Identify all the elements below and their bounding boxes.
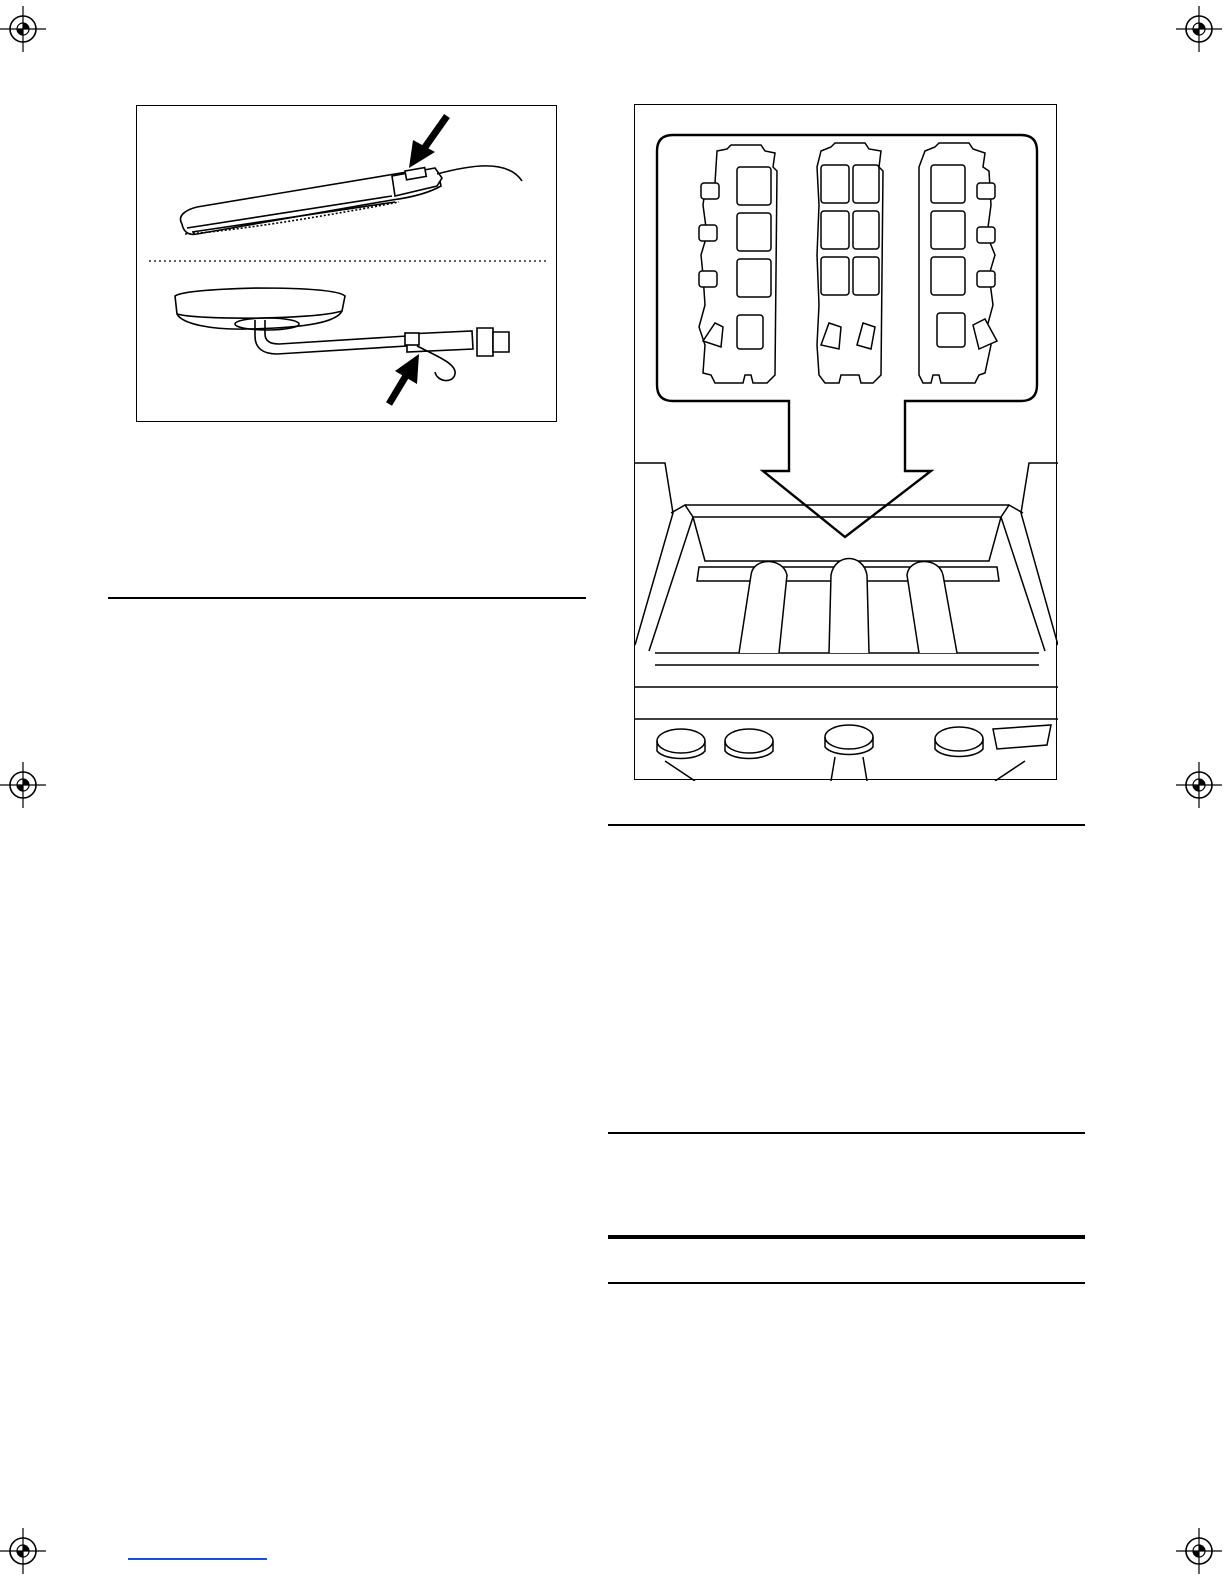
registration-mark-icon xyxy=(0,1528,46,1574)
section-divider xyxy=(108,597,586,599)
igniter-electrode-icon xyxy=(180,166,522,235)
igniter-figure xyxy=(136,105,557,422)
footer-link-underline[interactable] xyxy=(128,1558,267,1560)
grill-flavorizer-bars-illustration xyxy=(635,105,1058,781)
flavorizer-bar-right-icon xyxy=(919,143,997,383)
registration-mark-icon xyxy=(1176,762,1222,808)
arrow-down-left-icon xyxy=(409,116,447,168)
section-divider xyxy=(608,1282,1085,1284)
heading-rule-thick xyxy=(608,1235,1085,1239)
flavorizer-bar-center-icon xyxy=(817,143,883,383)
burner-igniter-illustration xyxy=(137,106,558,423)
section-divider xyxy=(608,1132,1085,1134)
registration-mark-icon xyxy=(0,6,46,52)
burner-base-icon xyxy=(175,288,509,381)
arrow-up-right-icon xyxy=(389,354,419,404)
section-divider xyxy=(608,824,1085,826)
registration-mark-icon xyxy=(1176,1528,1222,1574)
flavorizer-figure xyxy=(634,104,1057,780)
registration-mark-icon xyxy=(0,762,46,808)
registration-mark-icon xyxy=(1176,6,1222,52)
